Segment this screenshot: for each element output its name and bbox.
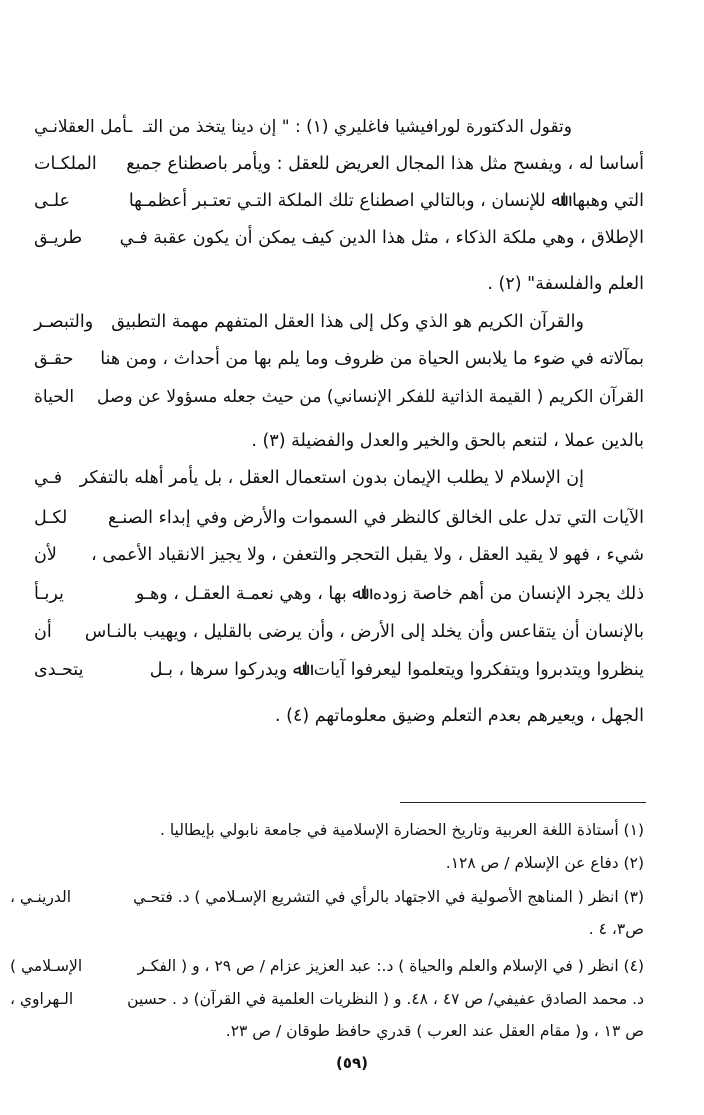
footnote-line bbox=[0, 882, 704, 913]
line-start: ﺃﺳﺎﺳﺎ ﻟﻪ ، ﻭﻳﻔﺴﺢ ﻣﺜﻞ ﻫﺬﺍ ﺍﻟﻤﺠﺎﻝ ﺍﻟﻌﺮﻳﺾ ﻟﻠﻌﻘﻞ : ﻭﻳﺄﻣﺮ ﺑﺎﺻﻄﻨﺎﻉ ﺟﻤﻴﻊ bbox=[126, 154, 644, 174]
body-line bbox=[0, 536, 704, 574]
line-start: ﺩ. ﻣﺤﻤﺪ ﺍﻟﺼﺎﺩﻕ ﻋﻔﻴﻔﻲ/ ﺹ ٤٧ ، ٤٨. ﻭ ( ﺍﻟﻨﻈﺮﻳﺎﺕ ﺍﻟﻌﻠﻤﻴﺔ ﻓﻲ ﺍﻟﻘﺮﺁﻥ) ﺩ . ﺣﺴﻴﻦ bbox=[127, 990, 644, 1008]
footnote-separator bbox=[400, 802, 646, 803]
body-line bbox=[0, 219, 704, 257]
body-line bbox=[0, 697, 704, 735]
line-start: (١) ﺃﺳﺘﺎﺫﺓ ﺍﻟﻠﻐﺔ ﺍﻟﻌﺮﺑﻴﺔ ﻭﺗﺎﺭﻳﺦ ﺍﻟﺤﻀﺎﺭﺓ ﺍﻹﺳﻼﻣﻴﺔ ﻓﻲ ﺟﺎﻣﻌﺔ ﻧﺎﺑﻮﻟﻲ ﺑﺈﻳﻄﺎﻟﻴﺎ . bbox=[159, 821, 644, 839]
line-end: ﻭﺍﻟﺘﺒﺼـﺮ bbox=[34, 312, 94, 332]
line-start: ﺑﺎﻟﺪﻳﻦ ﻋﻤﻼ ، ﻟﺘﻨﻌﻢ ﺑﺎﻟﺤﻖ ﻭﺍﻟﺨﻴﺮ ﻭﺍﻟﻌﺪﻝ ﻭﺍﻟﻔﻀﻴﻠﺔ (٣) . bbox=[251, 431, 644, 451]
line-end: ﻃﺮﻳـﻖ bbox=[34, 228, 83, 248]
body-line bbox=[0, 108, 704, 146]
line-end: ﻳﺘﺤـﺪﻯ bbox=[34, 660, 84, 680]
line-end: ﻓـﻲ bbox=[34, 468, 63, 488]
line-start: ﺍﻟﺠﻬﻞ ، ﻭﻳﻌﻴﺮﻫﻢ ﺑﻌﺪﻡ ﺍﻟﺘﻌﻠﻢ ﻭﺿﻴﻖ ﻣﻌﻠﻮﻣﺎﺗﻬﻢ (٤) . bbox=[275, 706, 644, 726]
line-start: ﺍﻵﻳﺎﺕ ﺍﻟﺘﻲ ﺗﺪﻝ ﻋﻠﻰ ﺍﻟﺨﺎﻟﻖ ﻛﺎﻟﻨﻈﺮ ﻓﻲ ﺍﻟﺴﻤﻮﺍﺕ ﻭﺍﻷﺭﺽ ﻭﻓﻲ ﺇﺑﺪﺍﺀ ﺍﻟﺼﻨـﻊ bbox=[107, 508, 644, 528]
body-line bbox=[0, 575, 704, 613]
line-start: ﺍﻟﻌﻠﻢ ﻭﺍﻟﻔﻠﺴﻔﺔ" (٢) . bbox=[487, 274, 644, 294]
line-end: ﺣﻘـﻖ bbox=[34, 349, 74, 369]
line-end: ﺍﻟﻤﻠﻜـﺎﺕ bbox=[34, 154, 97, 174]
body-line bbox=[0, 340, 704, 378]
footnote-line bbox=[0, 914, 704, 945]
line-start: ﻭﺗﻘﻮﻝ ﺍﻟﺪﻛﺘﻮﺭﺓ ﻟﻮﺭﺍﻓﻴﺸﻴﺎ ﻓﺎﻏﻠﻴﺮﻱ (١) : " ﺇﻥ ﺩﻳﻨﺎ ﻳﺘﺨﺬ ﻣﻦ ﺍﻟﺘـ bbox=[143, 117, 572, 137]
body-line bbox=[0, 378, 704, 416]
body-line bbox=[0, 265, 704, 303]
line-start: ﺍﻟﻘﺮﺁﻥ ﺍﻟﻜﺮﻳﻢ ( ﺍﻟﻘﻴﻤﺔ ﺍﻟﺬﺍﺗﻴﺔ ﻟﻠﻔﻜﺮ ﺍﻹﻧﺴﺎﻧﻲ) ﻣﻦ ﺣﻴﺚ ﺟﻌﻠﻪ ﻣﺴﺆﻭﻻ ﻋﻦ ﻭﺻﻞ bbox=[97, 387, 644, 407]
line-start: (٣) ﺍﻧﻈﺮ ( ﺍﻟﻤﻨﺎﻫﺞ ﺍﻷﺻﻮﻟﻴﺔ ﻓﻲ ﺍﻻﺟﺘﻬﺎﺩ ﺑﺎﻟﺮﺃﻱ ﻓﻲ ﺍﻟﺘﺸﺮﻳﻊ ﺍﻹﺳـﻼﻣﻲ ) ﺩ. ﻓﺘﺤـﻲ bbox=[133, 888, 644, 906]
line-start: ﺹ ١٣ ، ﻭ( ﻣﻘﺎﻡ ﺍﻟﻌﻘﻞ ﻋﻨﺪ ﺍﻟﻌﺮﺏ ) ﻗﺪﺭﻱ ﺣﺎﻓﻆ ﻃﻮﻗﺎﻥ / ﺹ ٢٣. bbox=[225, 1022, 644, 1040]
line-end: ﻋﻠـﻰ bbox=[34, 191, 70, 211]
line-end: ﺍﻟﺤﻴﺎﺓ bbox=[34, 387, 75, 407]
line-start: ﻭﺍﻟﻘﺮﺁﻥ ﺍﻟﻜﺮﻳﻢ ﻫﻮ ﺍﻟﺬﻱ ﻭﻛﻞ ﺇﻟﻰ ﻫﺬﺍ ﺍﻟﻌﻘﻞ ﺍﻟﻤﺘﻔﻬﻢ ﻣﻬﻤﺔ ﺍﻟﺘﻄﺒﻴﻖ bbox=[111, 312, 584, 332]
line-start: ﺑﺎﻹﻧﺴﺎﻥ ﺃﻥ ﻳﺘﻘﺎﻋﺲ ﻭﺃﻥ ﻳﺨﻠﺪ ﺇﻟﻰ ﺍﻷﺭﺽ ، ﻭﺃﻥ ﻳﺮﺿﻰ ﺑﺎﻟﻘﻠﻴﻞ ، ﻭﻳﻬﻴﺐ ﺑﺎﻟﻨـﺎﺱ bbox=[84, 622, 644, 642]
body-line bbox=[0, 651, 704, 689]
body-line bbox=[0, 459, 704, 497]
line-end: ﺍﻹﺳـﻼﻣﻲ ) bbox=[10, 957, 83, 975]
line-start: ﺫﻟﻚ ﻳﺠﺮﺩ ﺍﻹﻧﺴﺎﻥ ﻣﻦ ﺃﻫﻢ ﺧﺎﺻﺔ ﺯﻭﺩﻩ ﺍﷲ ﺑﻬﺎ ، ﻭﻫﻲ ﻧﻌﻤـﺔ ﺍﻟﻌﻘـﻞ ، ﻭﻫـﻮ bbox=[135, 584, 644, 604]
line-start: ﺑﻤﺂﻻﺗﻪ ﻓﻲ ﺿﻮﺀ ﻣﺎ ﻳﻼﺑﺲ ﺍﻟﺤﻴﺎﺓ ﻣﻦ ﻇﺮﻭﻑ ﻭﻣﺎ ﻳﻠﻢ ﺑﻬﺎ ﻣﻦ ﺃﺣﺪﺍﺙ ، ﻭﻣﻦ ﻫﻨﺎ bbox=[100, 349, 644, 369]
body-line bbox=[0, 422, 704, 460]
line-end: ﺍﻟـﻬﺮﺍﻭﻱ ، bbox=[10, 990, 74, 1008]
line-end: ﻷﻥ bbox=[34, 545, 57, 565]
footnote-line bbox=[0, 815, 704, 846]
footnote-line bbox=[0, 984, 704, 1015]
line-start: ﺇﻥ ﺍﻹﺳﻼﻡ ﻻ ﻳﻄﻠﺐ ﺍﻹﻳﻤﺎﻥ ﺑﺪﻭﻥ ﺍﺳﺘﻌﻤﺎﻝ ﺍﻟﻌﻘﻞ ، ﺑﻞ ﻳﺄﻣﺮ ﺃﻫﻠﻪ ﺑﺎﻟﺘﻔﻜﺮ bbox=[79, 468, 584, 488]
line-end: ﻳﺮﺑـﺄ bbox=[34, 584, 64, 604]
body-line bbox=[0, 499, 704, 537]
body-line bbox=[0, 613, 704, 651]
footnote-line bbox=[0, 848, 704, 879]
body-line bbox=[0, 182, 704, 220]
line-end: ﻟﻜـﻞ bbox=[34, 508, 68, 528]
line-end: ـﺄﻣﻞ ﺍﻟﻌﻘﻼﻧـﻲ bbox=[34, 117, 133, 137]
footnote-line bbox=[0, 1016, 704, 1047]
page-number: (٥٩) bbox=[335, 1054, 369, 1072]
line-start: (٤) ﺍﻧﻈﺮ ( ﻓﻲ ﺍﻹﺳﻼﻡ ﻭﺍﻟﻌﻠﻢ ﻭﺍﻟﺤﻴﺎﺓ ) ﺩ.: ﻋﺒﺪ ﺍﻟﻌﺰﻳﺰ ﻋﺰﺍﻡ / ﺹ ٢٩ ، ﻭ ( ﺍﻟﻔﻜـﺮ bbox=[137, 957, 644, 975]
body-line bbox=[0, 303, 704, 341]
footnote-line bbox=[0, 951, 704, 982]
line-end: ﺃﻥ bbox=[34, 622, 52, 642]
line-end: ﺍﻟﺪﺭﻳﻨـﻲ ، bbox=[10, 888, 72, 906]
line-start: ﺍﻟﺘﻲ ﻭﻫﺒﻬﺎ ﺍﷲ ﻟﻺﻧﺴﺎﻥ ، ﻭﺑﺎﻟﺘﺎﻟﻲ ﺍﺻﻄﻨﺎﻉ ﺗﻠﻚ ﺍﻟﻤﻠﻜﺔ ﺍﻟﺘـﻲ ﺗﻌﺘـﺒﺮ ﺃﻋﻈﻤـﻬﺎ bbox=[128, 191, 644, 211]
line-start: ﺍﻹﻃﻼﻕ ، ﻭﻫﻲ ﻣﻠﻜﺔ ﺍﻟﺬﻛﺎﺀ ، ﻣﺜﻞ ﻫﺬﺍ ﺍﻟﺪﻳﻦ ﻛﻴﻒ ﻳﻤﻜﻦ ﺃﻥ ﻳﻜﻮﻥ ﻋﻘﺒﺔ ﻓـﻲ bbox=[119, 228, 644, 248]
line-start: ﺹ٣، ٤ . bbox=[588, 920, 644, 938]
line-start: ﻳﻨﻈﺮﻭﺍ ﻭﻳﺘﺪﺑﺮﻭﺍ ﻭﻳﺘﻔﻜﺮﻭﺍ ﻭﻳﺘﻌﻠﻤﻮﺍ ﻟﻴﻌﺮﻓﻮﺍ ﺁﻳﺎﺕ ﺍﷲ ﻭﻳﺪﺭﻛﻮﺍ ﺳﺮﻫﺎ ، ﺑـﻞ bbox=[149, 660, 644, 680]
line-start: (٢) ﺩﻓﺎﻉ ﻋﻦ ﺍﻹﺳﻼﻡ / ﺹ ١٢٨. bbox=[445, 854, 644, 872]
line-start: ﺷﻲﺀ ، ﻓﻬﻮ ﻻ ﻳﻘﻴﺪ ﺍﻟﻌﻘﻞ ، ﻭﻻ ﻳﻘﺒﻞ ﺍﻟﺘﺤﺠﺮ ﻭﺍﻟﺘﻌﻔﻦ ، ﻭﻻ ﻳﺠﻴﺰ ﺍﻻﻧﻘﻴﺎﺩ ﺍﻷﻋﻤﻰ ، bbox=[91, 545, 644, 565]
body-line bbox=[0, 145, 704, 183]
